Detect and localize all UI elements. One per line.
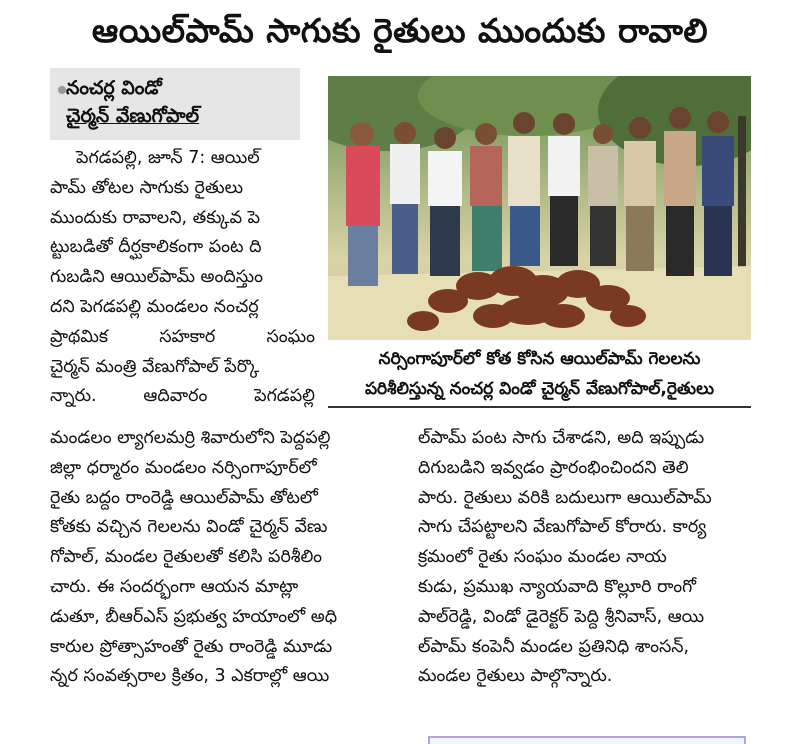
article-line: డుతూ, బీఆర్ఎస్ ప్రభుత్వ హయాంలో అధి bbox=[50, 606, 338, 627]
article-line: సాగు చేపట్టాలని వేణుగోపాల్ కోరారు. కార్య bbox=[418, 517, 707, 538]
article-line: పాల్‌రెడ్డి, విండో డైరెక్టర్ పెద్ది శ్రీనివాస్, ఆయి bbox=[418, 606, 705, 627]
article-column-1 bbox=[50, 144, 315, 412]
caption-line: నర్సింగాపూర్‌లో కోత కోసిన ఆయిల్‌పామ్ గెలలను bbox=[378, 349, 701, 369]
photo-caption bbox=[328, 344, 751, 408]
article-column-2 bbox=[50, 424, 405, 692]
headline: ఆయిల్‌పామ్ సాగుకు రైతులు ముందుకు రావాలి bbox=[91, 10, 709, 50]
next-article-box-edge bbox=[428, 736, 746, 744]
article-line: దిగుబడిని ఇవ్వడం ప్రారంభించిందని తెలి bbox=[418, 457, 689, 478]
article-line: పామ్ తోటల సాగుకు రైతులు bbox=[50, 177, 244, 198]
article-line: క్రమంలో రైతు సంఘం మండల నాయ bbox=[418, 547, 667, 568]
article-line: దని పెగడపల్లి మండలం నంచర్ల bbox=[50, 296, 259, 317]
article-line: ల్‌పామ్ కంపెనీ మండల ప్రతినిధి శాంసన్, bbox=[418, 636, 690, 657]
article-line: చారు. ఈ సందర్భంగా ఆయన మాట్లా bbox=[50, 576, 299, 597]
article-line: కోతకు వచ్చిన గెలలను విండో చైర్మన్ వేణు bbox=[50, 517, 328, 538]
caption-line: పరిశీలిస్తున్న నంచర్ల విండో చైర్మన్ వేణుగోపాల్,రైతులు bbox=[364, 379, 715, 399]
article-line: గుబడిని ఆయిల్‌పామ్ అందిస్తుం bbox=[50, 267, 263, 288]
article-line: ప్రాథమిక సహకార సంఘం bbox=[50, 326, 315, 347]
article-column-3 bbox=[418, 424, 753, 692]
article-line: న్నారు. ఆదివారం పెగడపల్లి bbox=[50, 386, 315, 407]
article-line: మండలం ల్యాగలమర్రి శివారులోని పెద్దపల్లి bbox=[50, 428, 331, 448]
article-line: ముందుకు రావాలని, తక్కువ పె bbox=[50, 207, 261, 228]
photo-illustration bbox=[328, 76, 751, 340]
article-line: న్నర సంవత్సరాల క్రితం, 3 ఎకరాల్లో ఆయి bbox=[50, 666, 330, 687]
article-line: పారు. రైతులు వరికి బదులుగా ఆయిల్‌పామ్ bbox=[418, 487, 712, 508]
article-line: జిల్లా ధర్మారం మండలం నర్సింగాపూర్‌లో bbox=[50, 457, 317, 478]
article-line: చైర్మన్ మంత్రి వేణుగోపాల్ పేర్కొ bbox=[50, 356, 260, 377]
article-line: కుడు, ప్రముఖ న్యాయవాది కొల్లూరి రాంగో bbox=[418, 576, 697, 597]
article-line: రైతు బద్దం రాంరెడ్డి ఆయిల్‌పామ్ తోటలో bbox=[50, 487, 318, 508]
subheading-line: చైర్మన్ వేణుగోపాల్ bbox=[66, 105, 200, 127]
subheading-box bbox=[50, 68, 300, 140]
article-line: ట్టుబడితో దీర్ఘకాలికంగా పంట ది bbox=[50, 237, 262, 258]
article-line: మండల రైతులు పాల్గొన్నారు. bbox=[418, 666, 613, 687]
subheading-line: నంచర్ల విండో bbox=[66, 77, 162, 99]
article-line: గోపాల్, మండల రైతులతో కలిసి పరిశీలిం bbox=[50, 547, 323, 568]
news-photo-farmers-oil-palm bbox=[328, 76, 751, 340]
bullet-icon bbox=[58, 86, 66, 94]
article-line: పెగడపల్లి, జూన్ 7: ఆయిల్ bbox=[76, 148, 260, 168]
article-line: కారుల ప్రోత్సాహంతో రైతు రాంరెడ్డి మూడు bbox=[50, 636, 333, 657]
article-line: ల్‌పామ్ పంట సాగు చేశాడని, అది ఇప్పుడు bbox=[418, 428, 705, 448]
